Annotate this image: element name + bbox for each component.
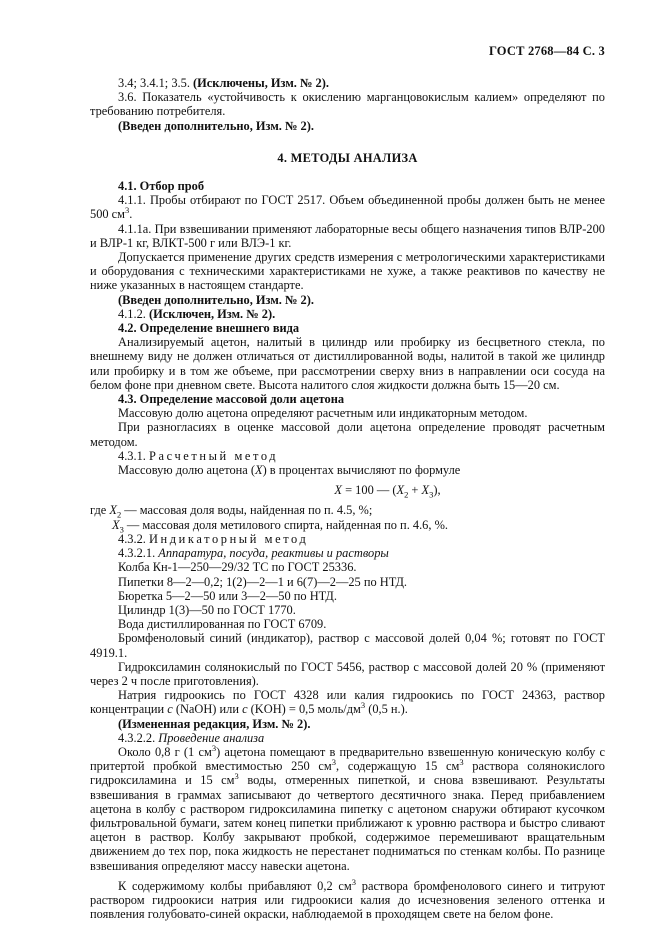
formula: X = 100 — $(X_2 + X_3)$, [334,483,441,500]
paragraph-3-6: 3.6. Показатель «устойчивость к окислению марганцовокислым калием» определяют по требованию потребителя. [90,90,605,119]
paragraph-4-1-1: 4.1.1. Пробы отбирают по ГОСТ 2517. Объем объединенной пробы должен быть не менее 500 $см^3$. [90,193,605,222]
page-header: ГОСТ 2768—84 С. 3 [488,44,605,58]
amendment-note: (Введен дополнительно, Изм. № 2). [118,292,314,307]
paragraph-4-3-1: Массовую долю ацетона (X) в процентах вычисляют по формуле [118,463,461,478]
heading-4-3-2-1: 4.3.2.1. Аппаратура, посуда, реактивы и растворы [118,546,389,561]
reagent-item: Цилиндр 1(3)—50 по ГОСТ 1770. [118,602,296,617]
paragraph-procedure: Около 0,8 г (1 $см^3$) ацетона помещают в предварительно взвешенную коническую колбу с притертой пробкой вместимостью 250 $см^3$, содержащую 15 $см^3$ раствора солянокислого гидроксиламина и 15 $см^3$ воды, отмеренных пипеткой, и снова взвешивают. Результаты взвешивания в граммах записывают до четвертого десятичного знака. Перед прибавлением ацетона в колбу с раствором гидроксиламина пипетку с ацетоном снаружи обтирают кусочком фильтровальной бумаги, затем конец пипетки приближают к уровню раствора и быстро сливают ацетон в раствор. Колбу закрывают пробкой, содержимое перемешивают вращательным движением до тех пор, пока жидкость не перестанет подниматься по стенкам колбы. По разнице взвешивания определяют массу навески ацетона. [90,742,606,873]
amendment-note: (Измененная редакция, Изм. № 2). [118,716,311,731]
heading-4-3-2-2: 4.3.2.2. Проведение анализа [118,730,265,745]
paragraph-4-3-b: При разногласиях в оценке массовой доли ацетона определение проводят расчетным методом. [90,420,605,449]
paragraph-titration: К содержимому колбы прибавляют 0,2 $см^3$ раствора бромфенолового синего и титруют раствором гидроокиси натрия или гидроокиси калия до исчезновения зеленого оттенка и появления голубовато-синей окраски, наблюдаемой в проходящем свете на белом фоне. [90,876,605,922]
paragraph-permission: Допускается применение других средств измерения с метрологическими характеристиками и оборудования с техническими характеристиками не хуже, а также реактивов по качеству не ниже указанных в настоящем стандарте. [90,250,605,293]
paragraph-4-1-1a: 4.1.1а. При взвешивании применяют лабораторные весы общего назначения типов ВЛР-200 и ВЛР-1 кг, ВЛКТ-500 г или ВЛЭ-1 кг. [90,221,605,250]
reagent-item: Пипетки 8—2—0,2; 1(2)—2—1 и 6(7)—2—25 по НТД. [118,574,408,589]
reagent-item: Гидроксиламин солянокислый по ГОСТ 5456, раствор с массовой долей 20 % (применяют через 2 ч после приготовления). [90,659,605,688]
paragraph-4-3-a: Массовую долю ацетона определяют расчетным или индикаторным методом. [118,406,528,421]
reagent-item: Натрия гидроокись по ГОСТ 4328 или калия гидроокись по ГОСТ 24363, раствор концентрации c (NaOH) или c (KOH) = 0,5 моль/$дм^3$ (0,5 н.). [90,688,605,717]
reagent-item: Вода дистиллированная по ГОСТ 6709. [118,617,327,632]
reagent-item: Бюретка 5—2—50 или 3—2—50 по НТД. [118,588,337,603]
section-title: 4. МЕТОДЫ АНАЛИЗА [277,150,418,165]
paragraph-4-1-2: 4.1.2. (Исключен, Изм. № 2). [118,306,276,321]
reagent-item: Бромфеноловый синий (индикатор), раствор с массовой долей 0,04 %; готовят по ГОСТ 4919.1. [90,631,605,660]
heading-4-2: 4.2. Определение внешнего вида [118,321,300,336]
document-body [90,76,605,921]
definition-x2: где $X_2$ — массовая доля воды, найденная по п. 4.5, %; [90,503,373,520]
reagent-item: Колба Кн-1—250—29/32 ТС по ГОСТ 25336. [118,560,357,575]
paragraph-3-4: 3.4; 3.4.1; 3.5. (Исключены, Изм. № 2). [118,76,329,90]
definition-x3: $X_3$ — массовая доля метилового спирта, найденная по п. 4.6, %. [112,517,448,535]
heading-4-1: 4.1. Отбор проб [118,179,205,194]
heading-4-3-1: 4.3.1. Расчетный метод [118,448,279,463]
heading-4-3-2: 4.3.2. Индикаторный метод [118,531,309,546]
amendment-note: (Введен дополнительно, Изм. № 2). [118,118,314,133]
paragraph-4-2: Анализируемый ацетон, налитый в цилиндр или пробирку из бесцветного стекла, по внешнему виду не должен отличаться от дистиллированной воды, налитой в такой же цилиндр или пробирку и в том же объеме, при рассмотрении сверху вниз в направлении оси сосуда на белом фоне при дневном свете. Высота налитого слоя жидкости должна быть 15—20 см. [90,335,605,392]
heading-4-3: 4.3. Определение массовой доли ацетона [118,392,345,407]
